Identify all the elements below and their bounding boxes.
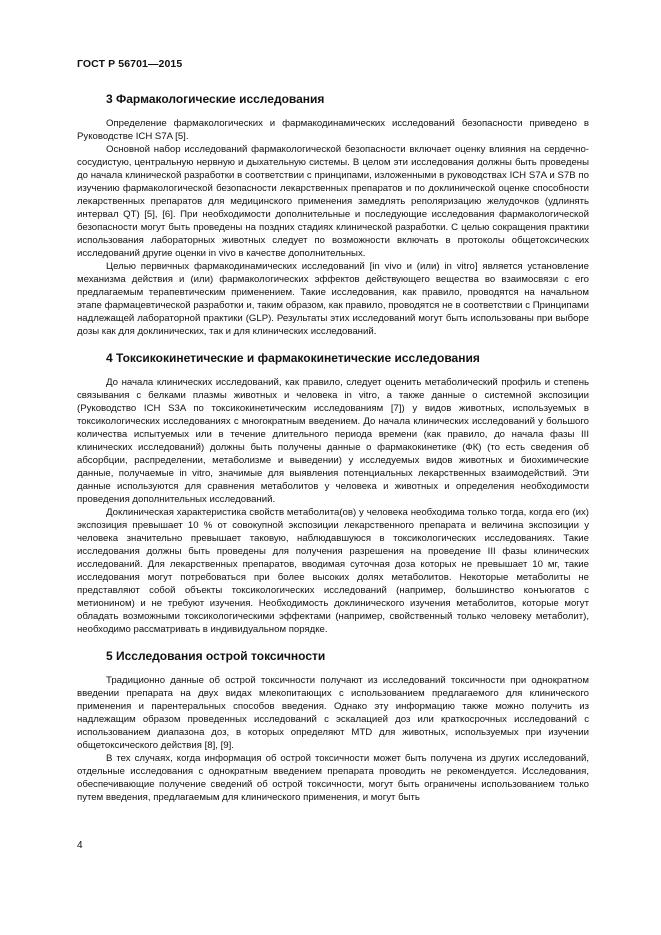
paragraph: Целью первичных фармакодинамических исследований [in vivo и (или) in vitro] является установление механизма действия и (или) фармакологических эффектов действующего вещества во взаимосвязи с его предлагаемым терапевтическим применением. Такие исследования, как правило, проводятся на начальном этапе фармацевтической разработки и, таким образом, как правило, проводятся не в соответствии с Принципами надлежащей лабораторной практики (GLP). Результаты этих исследований могут быть использованы при выборе дозы как для доклинических, так и для клинических исследований. xyxy=(77,261,589,337)
section-pharmacology xyxy=(77,92,589,338)
section-toxicokinetics xyxy=(77,351,589,636)
section-acute-toxicity xyxy=(77,649,589,804)
paragraph: Традиционно данные об острой токсичности получают из исследований токсичности при однократном введении препарата на двух видах млекопитающих с использованием предлагаемого для клинического применения и парентеральных способов введения. Однако эту информацию также можно получить из надлежащим образом проведенных исследований с эскалацией доз или краткосрочных исследований с использованием диапазона доз, в которых определяют MTD для животных, используемых при изучении общетоксического действия [8], [9]. xyxy=(77,675,589,751)
document-body xyxy=(77,92,589,817)
page-number: 4 xyxy=(77,840,83,851)
section-title: 4 Токсикокинетические и фармакокинетические исследования xyxy=(106,351,480,365)
paragraph: До начала клинических исследований, как правило, следует оценить метаболический профиль и степень связывания с белками плазмы животных и человека in vitro, а также данные о системной экспозиции (Руководство ICH S3A по токсикокинетическим исследованиям [7]) у видов животных, используемых в токсикологических исследованиях с многократным введением. До начала клинических исследований у большого количества испытуемых или в течение длительного периода времени (как правило, до начала фазы III клинических исследований) должны быть получены данные о фармакокинетике (ФК) (то есть сведения об абсорбции, распределении, метаболизме и выведении) у исследуемых видов животных и биохимические данные, получаемые in vitro, значимые для выявления потенциальных лекарственных взаимодействий. Эти данные используются для сравнения метаболитов у человека и животных и определения необходимости проведения дополнительных исследований. xyxy=(77,377,589,505)
paragraph: Определение фармакологических и фармакодинамических исследований безопасности приведено в Руководстве ICH S7A [5]. xyxy=(77,118,589,142)
section-title: 3 Фармакологические исследования xyxy=(106,92,325,106)
paragraph: Доклиническая характеристика свойств метаболита(ов) у человека необходима только тогда, когда его (их) экспозиция превышает 10 % от совокупной экспозиции лекарственного препарата и величина экспозиции у человека значительно превышает таковую, наблюдавшуюся в токсикологических исследованиях. Такие исследования должны быть проведены для получения разрешения на проведение III фазы клинических исследований. Для лекарственных препаратов, вводимая суточная доза которых не превышает 10 мг, такие исследования могут потребоваться при более высоких долях метаболитов. Некоторые метаболиты не представляют собой объекты токсикологических исследований (например, большинство конъюгатов с метионином) и не требуют изучения. Необходимость доклинического изучения метаболитов, которые могут обладать возможными токсикологическими эффектами (например, свойственный только человеку метаболит), необходимо рассматривать в индивидуальном порядке. xyxy=(77,507,589,635)
paragraph: В тех случаях, когда информация об острой токсичности может быть получена из других исследований, отдельные исследования с однократным введением препарата проводить не рекомендуется. Исследования, обеспечивающие получение сведений об острой токсичности, могут быть ограничены использованием только путем введения, предлагаемым для клинического применения, и могут быть xyxy=(77,753,589,803)
document-header: ГОСТ Р 56701—2015 xyxy=(77,58,183,70)
section-title: 5 Исследования острой токсичности xyxy=(106,649,326,663)
paragraph: Основной набор исследований фармакологической безопасности включает оценку влияния на сердечно-сосудистую, центральную нервную и дыхательную системы. В целом эти исследования должны быть проведены до начала клинической разработки в соответствии с принципами, изложенными в руководствах ICH S7A и S7B по изучению фармакологической безопасности лекарственных препаратов и по доклинической оценке способности лекарственных препаратов для медицинского применения замедлять реполяризацию желудочков (удлинять интервал QT) [5], [6]. При необходимости дополнительные и последующие исследования фармакологической безопасности могут быть проведены на поздних стадиях клинической разработки. С целью сокращения практики использования лабораторных животных следует по возможности включать в протоколы общетоксических исследований другие оценки in vivo в качестве дополнительных. xyxy=(77,144,589,259)
